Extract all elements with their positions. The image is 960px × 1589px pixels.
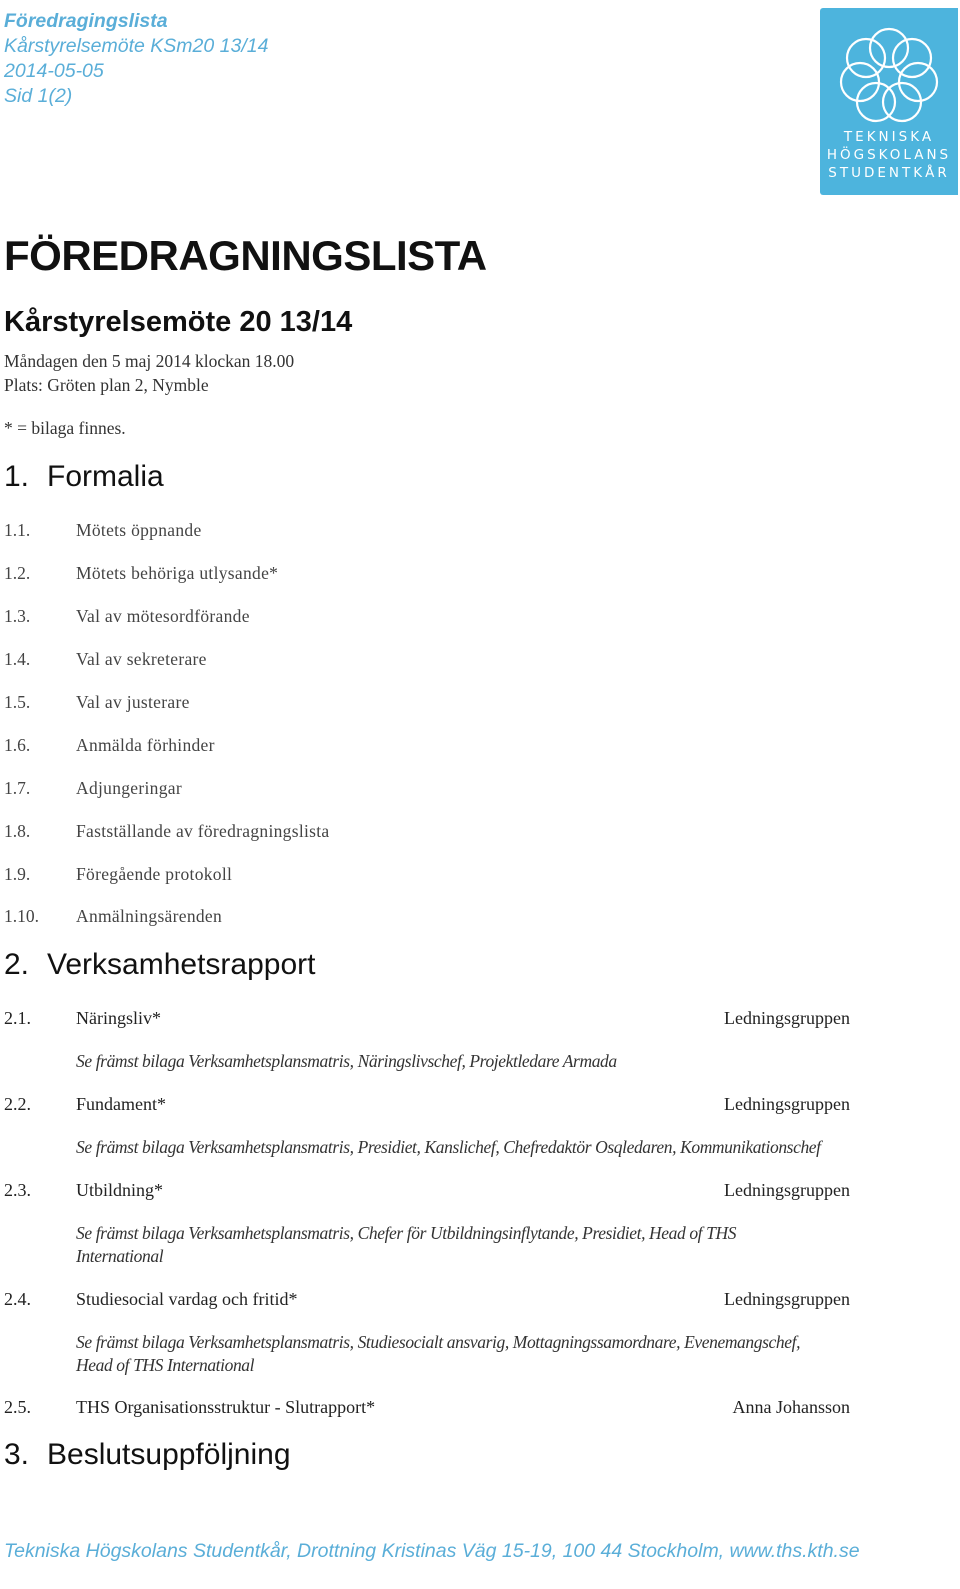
agenda-item xyxy=(4,778,850,804)
item-number: 2.1. xyxy=(4,1008,31,1028)
item-responsible: Ledningsgruppen xyxy=(724,1008,850,1028)
item-number: 2.3. xyxy=(4,1180,31,1200)
item-text: Utbildning* xyxy=(76,1180,164,1200)
logo-text-line2: HÖGSKOLANS xyxy=(826,147,952,163)
item-number: 1.2. xyxy=(4,563,31,583)
ths-logo xyxy=(820,8,958,195)
item-note-line: International xyxy=(76,1246,164,1266)
item-text: Adjungeringar xyxy=(76,778,182,798)
item-text: Fundament* xyxy=(76,1094,166,1114)
section-number: 2. xyxy=(4,948,30,981)
agenda-item xyxy=(4,1008,850,1034)
page-footer: Tekniska Högskolans Studentkår, Drottning Kristinas Väg 15-19, 100 44 Stockholm, www.ths.kth.se xyxy=(4,1540,860,1562)
rings-logo-icon xyxy=(820,8,958,128)
section-heading-beslutsuppfoljning xyxy=(4,1438,291,1472)
item-text: THS Organisationsstruktur - Slutrapport* xyxy=(76,1397,376,1417)
agenda-item xyxy=(4,864,850,890)
item-number: 2.4. xyxy=(4,1289,31,1309)
item-text: Val av mötesordförande xyxy=(76,606,250,626)
agenda-item xyxy=(4,735,850,761)
item-text: Val av sekreterare xyxy=(76,649,207,669)
item-responsible: Ledningsgruppen xyxy=(724,1180,850,1200)
section-title: Beslutsuppföljning xyxy=(47,1438,291,1471)
logo-text-line1: TEKNISKA xyxy=(843,129,935,145)
header-page: Sid 1(2) xyxy=(4,85,73,107)
agenda-item xyxy=(4,649,850,675)
section-heading-verksamhetsrapport xyxy=(4,948,315,982)
header-date: 2014-05-05 xyxy=(4,60,104,82)
item-text: Anmälda förhinder xyxy=(76,735,215,755)
document-title: FÖREDRAGNINGSLISTA xyxy=(4,232,487,279)
item-note-line: Se främst bilaga Verksamhetsplansmatris, Chefer för Utbildningsinflytande, Presidiet, Head of THS xyxy=(76,1223,737,1243)
header-title: Föredragingslista xyxy=(4,10,168,32)
item-number: 1.3. xyxy=(4,606,31,626)
item-note xyxy=(76,1222,856,1268)
item-text: Föregående protokoll xyxy=(76,864,233,884)
item-note: Se främst bilaga Verksamhetsplansmatris, Presidiet, Kanslichef, Chefredaktör Osqledaren, Kommunikationschef xyxy=(76,1137,821,1157)
item-note-line: Se främst bilaga Verksamhetsplansmatris, Studiesocialt ansvarig, Mottagningssamordnare, Evenemangschef, xyxy=(76,1332,801,1352)
item-number: 1.10. xyxy=(4,906,39,926)
item-note xyxy=(76,1331,856,1377)
item-number: 1.7. xyxy=(4,778,31,798)
item-number: 1.5. xyxy=(4,692,31,712)
meeting-place: Plats: Gröten plan 2, Nymble xyxy=(4,375,209,395)
item-text: Fastställande av föredragningslista xyxy=(76,821,330,841)
item-number: 1.9. xyxy=(4,864,31,884)
item-text: Näringsliv* xyxy=(76,1008,161,1028)
meeting-title: Kårstyrelsemöte 20 13/14 xyxy=(4,306,353,338)
item-text: Anmälningsärenden xyxy=(76,906,223,926)
agenda-item xyxy=(4,520,850,546)
attachment-note: * = bilaga finnes. xyxy=(4,418,126,438)
section-title: Verksamhetsrapport xyxy=(47,948,316,981)
item-responsible: Anna Johansson xyxy=(732,1397,850,1417)
agenda-item xyxy=(4,906,850,932)
agenda-item xyxy=(4,1289,850,1315)
item-responsible: Ledningsgruppen xyxy=(724,1289,850,1309)
item-note: Se främst bilaga Verksamhetsplansmatris, Näringslivschef, Projektledare Armada xyxy=(76,1051,617,1071)
item-number: 2.5. xyxy=(4,1397,31,1417)
item-text: Mötets behöriga utlysande* xyxy=(76,563,279,583)
section-title: Formalia xyxy=(47,460,164,493)
agenda-item xyxy=(4,563,850,589)
agenda-item xyxy=(4,692,850,718)
agenda-item xyxy=(4,606,850,632)
item-note-line: Head of THS International xyxy=(76,1355,255,1375)
item-number: 2.2. xyxy=(4,1094,31,1114)
agenda-item xyxy=(4,1397,850,1423)
section-number: 1. xyxy=(4,460,30,493)
item-text: Val av justerare xyxy=(76,692,190,712)
agenda-item xyxy=(4,1094,850,1120)
agenda-item xyxy=(4,821,850,847)
section-heading-formalia xyxy=(4,460,164,494)
section-number: 3. xyxy=(4,1438,30,1471)
page-header xyxy=(4,9,268,109)
item-number: 1.1. xyxy=(4,520,31,540)
meeting-time: Måndagen den 5 maj 2014 klockan 18.00 xyxy=(4,351,295,371)
item-number: 1.6. xyxy=(4,735,31,755)
header-meeting: Kårstyrelsemöte KSm20 13/14 xyxy=(4,35,269,57)
item-text: Mötets öppnande xyxy=(76,520,202,540)
item-text: Studiesocial vardag och fritid* xyxy=(76,1289,298,1309)
item-number: 1.8. xyxy=(4,821,31,841)
item-number: 1.4. xyxy=(4,649,31,669)
agenda-item xyxy=(4,1180,850,1206)
logo-text-line3: STUDENTKÅR xyxy=(828,165,950,181)
item-responsible: Ledningsgruppen xyxy=(724,1094,850,1114)
